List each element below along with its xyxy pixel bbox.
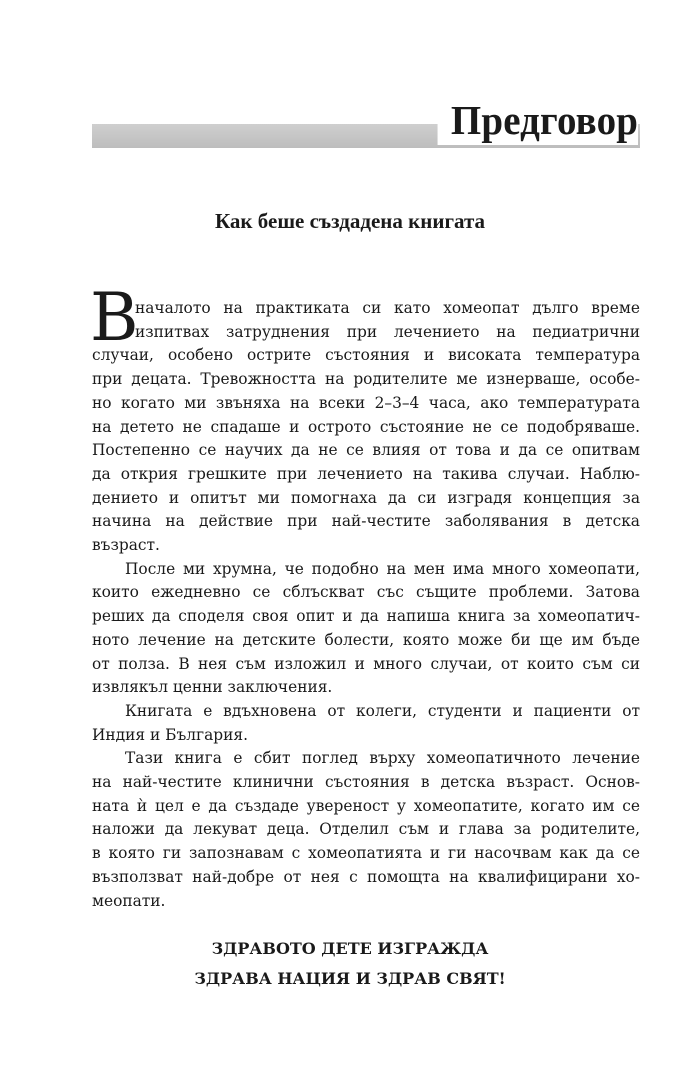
motto (0, 934, 700, 994)
paragraph-4-line-3: ната ѝ цел е да създаде увереност у хомеопатите, когато им се (92, 796, 640, 815)
paragraph-1-line-1: началото на практиката си като хомеопат дълго време (135, 299, 640, 317)
paragraph-4-line-4: наложи да лекуват деца. Отделил съм и глава за родителите, (92, 820, 640, 839)
paragraph-2-line-1: После ми хрумна, че подобно на мен има много хомеопати, (125, 559, 640, 578)
motto-line-2: ЗДРАВА НАЦИЯ И ЗДРАВ СВЯТ! (194, 969, 506, 988)
paragraph-1-line-6: на детето не спадаше и острото състояние не се подобряваше. (92, 417, 640, 436)
paragraph-1-line-2: изпитвах затруднения при лечението на педиатрични (135, 322, 640, 341)
paragraph-1-line-9: дението и опитът ми помогнаха да си изградя концепция за (92, 488, 640, 507)
paragraph-4-line-5: в която ги запознавам с хомеопатията и ги насочвам как да се (92, 844, 640, 863)
paragraph-4-line-1: Тази книга е сбит поглед върху хомеопатичното лечение (125, 749, 640, 768)
paragraph-4-line-2: на най-честите клинични състояния в детска възраст. Основ- (92, 773, 640, 792)
paragraph-1-line-8: да открия грешките при лечението на такива случаи. Наблю- (92, 464, 640, 483)
paragraph-3-line-1: Книгата е вдъхновена от колеги, студенти и пациенти от (125, 701, 640, 720)
paragraph-1-line-4: при децата. Тревожността на родителите ме изнерваше, особе- (92, 370, 640, 389)
paragraph-1-line-10: начина на действие при най-честите заболявания в детска (92, 512, 640, 531)
paragraph-2-line-5: от полза. В нея съм изложил и много случаи, от които съм си (92, 654, 640, 673)
section-subtitle: Как беше създадена книгата (214, 209, 486, 233)
paragraph-1-line-7: Постепенно се научих да не се влияя от това и да се опитвам (92, 441, 640, 460)
paragraph-4-line-7: меопати. (92, 891, 166, 910)
paragraph-3-line-2: Индия и България. (92, 725, 248, 744)
paragraph-1-line-11: възраст. (92, 536, 160, 555)
paragraph-2-line-3: реших да споделя своя опит и да напиша книга за хомеопатич- (92, 607, 640, 626)
chapter-title: Предговор (437, 95, 638, 145)
paragraph-4-line-6: възползват най-добре от нея с помощта на квалифицирани хо- (92, 867, 640, 886)
body-text (90, 279, 640, 913)
motto-line-1: ЗДРАВОТО ДЕТЕ ИЗГРАЖДА (211, 939, 489, 958)
paragraph-2-line-6: извлякъл ценни заключения. (92, 678, 333, 697)
paragraph-2-line-4: ното лечение на детските болести, която може би ще им бъде (92, 630, 640, 649)
paragraph-1-line-5: но когато ми звъняха на всеки 2–3–4 часа, ако температурата (92, 393, 640, 412)
paragraph-2-line-2: които ежедневно се сблъскват със същите проблеми. Затова (92, 583, 640, 602)
drop-cap: В (90, 279, 139, 356)
paragraph-1-line-3: случаи, особено острите състояния и високата температура (92, 346, 640, 365)
